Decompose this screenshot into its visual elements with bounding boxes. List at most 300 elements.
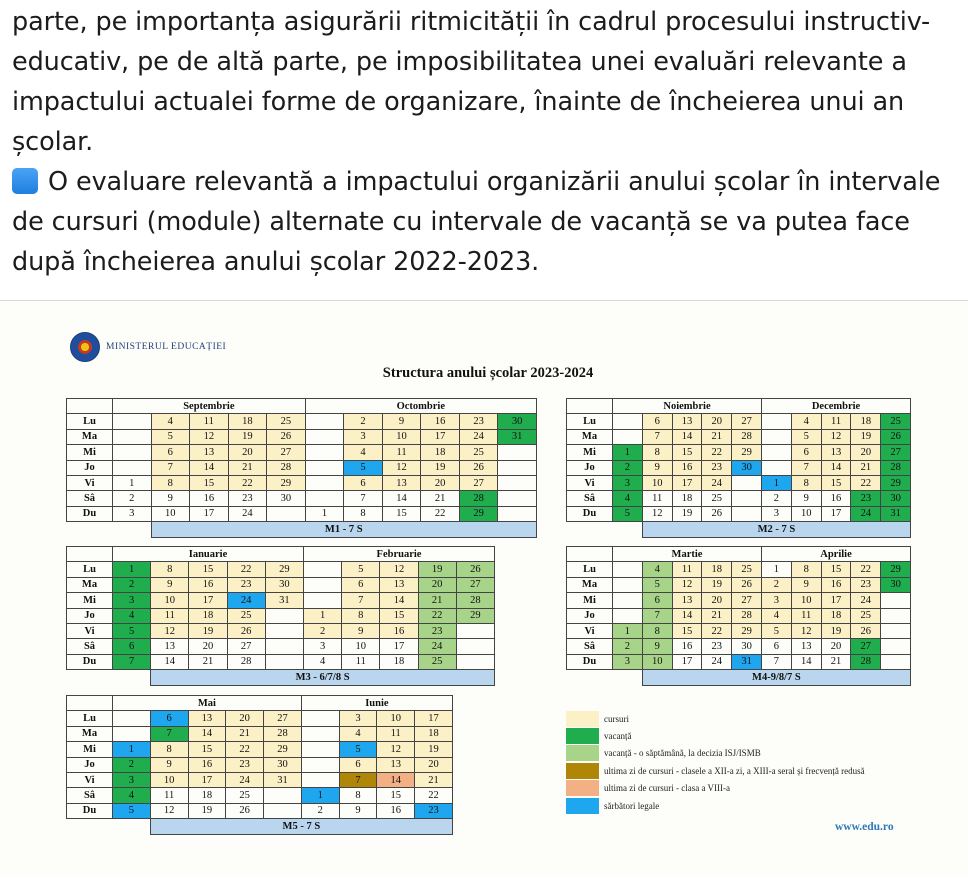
date-cell: 1 <box>613 445 643 460</box>
coat-of-arms-icon <box>70 332 100 362</box>
date-cell: 11 <box>342 654 380 669</box>
date-cell: 16 <box>821 577 851 592</box>
date-cell <box>732 475 762 490</box>
module-label: M2 - 7 S <box>642 522 910 537</box>
date-cell: 6 <box>342 577 380 592</box>
week-day-row <box>67 608 495 623</box>
date-cell: 12 <box>377 742 415 757</box>
date-cell: 14 <box>151 654 189 669</box>
day-label: Lu <box>67 562 113 577</box>
date-cell: 10 <box>382 429 421 444</box>
date-cell <box>762 445 792 460</box>
post-paragraph <box>12 162 956 282</box>
date-cell: 5 <box>113 803 151 818</box>
date-cell: 7 <box>762 654 792 669</box>
month-header: Ianuarie <box>113 547 304 562</box>
date-cell: 28 <box>851 654 881 669</box>
date-cell: 2 <box>113 757 151 772</box>
day-label: Mi <box>567 593 613 608</box>
date-cell: 20 <box>418 577 456 592</box>
legend-swatch <box>566 711 599 727</box>
date-cell <box>498 445 537 460</box>
date-cell <box>498 460 537 475</box>
week-day-row <box>567 414 911 429</box>
date-cell: 21 <box>702 429 732 444</box>
blue-square-icon <box>12 168 38 194</box>
date-cell: 24 <box>227 593 265 608</box>
date-cell: 22 <box>421 506 460 521</box>
date-cell: 15 <box>380 608 418 623</box>
date-cell: 3 <box>762 593 792 608</box>
date-cell: 12 <box>672 577 702 592</box>
date-cell: 12 <box>150 803 188 818</box>
date-cell <box>881 593 911 608</box>
date-cell <box>498 475 537 490</box>
date-cell: 15 <box>377 788 415 803</box>
date-cell: 19 <box>702 577 732 592</box>
date-cell: 20 <box>226 711 264 726</box>
date-cell: 8 <box>642 623 672 638</box>
date-cell: 31 <box>265 593 303 608</box>
week-day-row <box>67 639 495 654</box>
date-cell <box>881 623 911 638</box>
legend-label: cursuri <box>604 713 629 724</box>
date-cell: 9 <box>339 803 377 818</box>
date-cell: 29 <box>459 506 498 521</box>
date-cell: 7 <box>342 593 380 608</box>
date-cell <box>456 639 494 654</box>
module-spacer <box>67 522 152 537</box>
date-cell: 24 <box>851 506 881 521</box>
date-cell: 27 <box>881 445 911 460</box>
date-cell: 26 <box>227 623 265 638</box>
date-cell: 29 <box>732 445 762 460</box>
date-cell: 11 <box>821 414 851 429</box>
date-cell: 9 <box>150 757 188 772</box>
week-day-row <box>567 593 911 608</box>
date-cell: 25 <box>732 562 762 577</box>
date-cell: 23 <box>228 491 267 506</box>
date-cell: 23 <box>459 414 498 429</box>
legend-label: ultima zi de cursuri - clasele a XII-a zi, a XIII-a seral și frecvență redusă <box>604 765 865 776</box>
post-paragraph: parte, pe importanța asigurării ritmicității în cadrul procesului instructiv-educativ, pe de altă parte, pe imposibilitatea unei evaluări relevante a impactului actualei forme de organizare, înainte de încheierea unui an școlar. <box>12 7 931 157</box>
date-cell: 6 <box>150 711 188 726</box>
date-cell: 13 <box>380 577 418 592</box>
date-cell: 13 <box>151 639 189 654</box>
date-cell: 28 <box>732 608 762 623</box>
date-cell: 22 <box>415 788 453 803</box>
date-cell: 2 <box>762 491 792 506</box>
date-cell: 4 <box>113 608 151 623</box>
day-label: Sâ <box>567 491 613 506</box>
date-cell <box>304 593 342 608</box>
date-cell: 25 <box>851 608 881 623</box>
date-cell: 7 <box>339 772 377 787</box>
date-cell: 7 <box>113 654 151 669</box>
date-cell: 30 <box>267 491 306 506</box>
legend-item <box>566 780 926 797</box>
date-cell <box>881 608 911 623</box>
date-cell: 28 <box>456 593 494 608</box>
module-label: M4-9/8/7 S <box>642 670 910 685</box>
date-cell <box>762 460 792 475</box>
date-cell: 2 <box>613 639 643 654</box>
week-day-row <box>67 414 537 429</box>
date-cell <box>301 757 339 772</box>
date-cell: 18 <box>415 726 453 741</box>
date-cell: 5 <box>613 506 643 521</box>
date-cell: 31 <box>881 506 911 521</box>
date-cell: 17 <box>189 593 227 608</box>
date-cell: 24 <box>226 772 264 787</box>
day-label: Jo <box>67 608 113 623</box>
legend-swatch <box>566 798 599 814</box>
date-cell: 6 <box>339 757 377 772</box>
week-day-row <box>67 788 453 803</box>
date-cell: 14 <box>188 726 226 741</box>
week-day-row <box>567 654 911 669</box>
week-day-row <box>67 475 537 490</box>
date-cell: 26 <box>456 562 494 577</box>
date-cell: 28 <box>267 460 306 475</box>
week-day-row <box>67 593 495 608</box>
date-cell: 8 <box>791 562 821 577</box>
date-cell: 21 <box>418 593 456 608</box>
date-cell: 9 <box>642 639 672 654</box>
date-cell: 27 <box>732 414 762 429</box>
day-label: Jo <box>67 757 113 772</box>
date-cell <box>613 608 643 623</box>
date-cell: 25 <box>226 788 264 803</box>
date-cell: 18 <box>189 608 227 623</box>
date-cell: 30 <box>732 639 762 654</box>
date-cell: 1 <box>762 562 792 577</box>
legend-swatch <box>566 780 599 796</box>
day-label: Lu <box>567 562 613 577</box>
date-cell: 9 <box>642 460 672 475</box>
day-label: Ma <box>67 726 113 741</box>
date-cell: 4 <box>113 788 151 803</box>
date-cell: 14 <box>380 593 418 608</box>
date-cell: 25 <box>418 654 456 669</box>
date-cell: 15 <box>382 506 421 521</box>
date-cell <box>305 460 344 475</box>
calendar-block-may-jun <box>66 695 453 835</box>
date-cell: 23 <box>851 577 881 592</box>
date-cell <box>265 639 303 654</box>
week-day-row <box>67 623 495 638</box>
date-cell: 19 <box>189 623 227 638</box>
date-cell: 18 <box>821 608 851 623</box>
week-day-row <box>67 803 453 818</box>
date-cell <box>267 506 306 521</box>
date-cell: 21 <box>189 654 227 669</box>
date-cell: 5 <box>642 577 672 592</box>
date-cell: 12 <box>151 623 189 638</box>
date-cell: 7 <box>150 726 188 741</box>
date-cell: 6 <box>344 475 383 490</box>
date-cell: 2 <box>113 577 151 592</box>
date-cell: 12 <box>642 506 672 521</box>
day-label: Lu <box>567 414 613 429</box>
post-paragraph-text: O evaluare relevantă a impactului organizării anului școlar în intervale de cursuri (module) alternate cu intervale de vacanță se va putea face după încheierea anului școlar 2022-2023. <box>12 167 941 277</box>
date-cell: 14 <box>672 429 702 444</box>
date-cell <box>305 491 344 506</box>
date-cell: 3 <box>344 429 383 444</box>
date-cell: 21 <box>415 772 453 787</box>
date-cell: 31 <box>264 772 302 787</box>
date-cell <box>113 711 151 726</box>
date-cell: 7 <box>791 460 821 475</box>
date-cell <box>113 726 151 741</box>
date-cell: 17 <box>672 475 702 490</box>
date-cell: 3 <box>762 506 792 521</box>
date-cell: 17 <box>188 772 226 787</box>
date-cell: 21 <box>821 654 851 669</box>
date-cell: 27 <box>456 577 494 592</box>
date-cell: 4 <box>344 445 383 460</box>
corner-cell <box>67 547 113 562</box>
week-day-row <box>567 429 911 444</box>
date-cell: 3 <box>304 639 342 654</box>
date-cell: 13 <box>377 757 415 772</box>
date-cell: 1 <box>113 742 151 757</box>
date-cell: 4 <box>791 414 821 429</box>
date-cell: 16 <box>188 757 226 772</box>
calendar-block-nov-dec <box>566 398 911 538</box>
school-year-calendar-image[interactable] <box>0 301 968 877</box>
date-cell: 13 <box>672 414 702 429</box>
date-cell: 27 <box>227 639 265 654</box>
day-label: Ma <box>567 577 613 592</box>
week-day-row <box>67 726 453 741</box>
date-cell: 2 <box>344 414 383 429</box>
date-cell: 21 <box>421 491 460 506</box>
date-cell: 29 <box>881 475 911 490</box>
date-cell: 11 <box>377 726 415 741</box>
date-cell: 19 <box>672 506 702 521</box>
date-cell: 21 <box>851 460 881 475</box>
calendar-block-sep-oct <box>66 398 537 538</box>
date-cell <box>264 803 302 818</box>
date-cell: 19 <box>421 460 460 475</box>
date-cell: 3 <box>113 772 151 787</box>
date-cell: 26 <box>881 429 911 444</box>
day-label: Du <box>567 654 613 669</box>
module-spacer <box>567 670 643 685</box>
date-cell: 20 <box>702 593 732 608</box>
date-cell: 22 <box>702 623 732 638</box>
date-cell: 5 <box>791 429 821 444</box>
date-cell <box>762 414 792 429</box>
month-header: Martie <box>613 547 762 562</box>
week-day-row <box>67 577 495 592</box>
date-cell: 16 <box>672 460 702 475</box>
date-cell: 24 <box>228 506 267 521</box>
week-day-row <box>567 491 911 506</box>
legend-label: vacanță - o săptămână, la decizia ISJ/ISMB <box>604 748 761 759</box>
date-cell: 20 <box>415 757 453 772</box>
day-label: Du <box>67 654 113 669</box>
legend-item <box>566 710 926 727</box>
date-cell: 4 <box>642 562 672 577</box>
date-cell: 29 <box>732 623 762 638</box>
date-cell: 4 <box>151 414 190 429</box>
date-cell: 25 <box>881 414 911 429</box>
legend <box>566 710 926 814</box>
legend-item <box>566 727 926 744</box>
day-label: Vi <box>67 772 113 787</box>
date-cell: 16 <box>380 623 418 638</box>
date-cell: 30 <box>264 757 302 772</box>
date-cell: 7 <box>344 491 383 506</box>
week-day-row <box>67 742 453 757</box>
date-cell <box>613 429 643 444</box>
date-cell: 17 <box>415 711 453 726</box>
date-cell: 6 <box>151 445 190 460</box>
date-cell: 5 <box>762 623 792 638</box>
date-cell: 23 <box>226 757 264 772</box>
month-header: Februarie <box>304 547 495 562</box>
date-cell: 25 <box>702 491 732 506</box>
date-cell: 20 <box>821 639 851 654</box>
date-cell: 16 <box>672 639 702 654</box>
date-cell: 17 <box>672 654 702 669</box>
date-cell: 15 <box>189 562 227 577</box>
date-cell: 10 <box>342 639 380 654</box>
date-cell: 10 <box>791 506 821 521</box>
date-cell: 24 <box>459 429 498 444</box>
date-cell: 26 <box>459 460 498 475</box>
date-cell: 10 <box>377 711 415 726</box>
date-cell: 17 <box>190 506 229 521</box>
date-cell <box>265 623 303 638</box>
ministry-name: MINISTERUL EDUCAȚIEI <box>106 342 227 352</box>
week-day-row <box>567 608 911 623</box>
date-cell <box>613 414 643 429</box>
date-cell: 21 <box>226 726 264 741</box>
date-cell: 13 <box>188 711 226 726</box>
date-cell <box>305 475 344 490</box>
date-cell: 18 <box>702 562 732 577</box>
module-spacer <box>67 819 151 834</box>
day-label: Sâ <box>567 639 613 654</box>
date-cell: 13 <box>382 475 421 490</box>
date-cell: 2 <box>762 577 792 592</box>
month-header: Mai <box>113 696 302 711</box>
date-cell: 11 <box>190 414 229 429</box>
month-header: Aprilie <box>762 547 911 562</box>
date-cell: 27 <box>264 711 302 726</box>
date-cell: 1 <box>304 608 342 623</box>
week-day-row <box>67 445 537 460</box>
date-cell: 13 <box>672 593 702 608</box>
date-cell: 21 <box>228 460 267 475</box>
date-cell: 31 <box>732 654 762 669</box>
date-cell: 16 <box>190 491 229 506</box>
date-cell: 22 <box>418 608 456 623</box>
date-cell <box>113 460 152 475</box>
date-cell: 22 <box>851 562 881 577</box>
date-cell: 11 <box>642 491 672 506</box>
date-cell: 26 <box>702 506 732 521</box>
date-cell: 1 <box>113 475 152 490</box>
date-cell: 31 <box>498 429 537 444</box>
day-label: Lu <box>67 414 113 429</box>
date-cell <box>498 506 537 521</box>
date-cell: 11 <box>382 445 421 460</box>
day-label: Mi <box>567 445 613 460</box>
legend-label: ultima zi de cursuri - clasa a VIII-a <box>604 783 731 794</box>
month-header: Iunie <box>301 696 452 711</box>
date-cell <box>498 491 537 506</box>
date-cell: 5 <box>113 623 151 638</box>
date-cell: 26 <box>267 429 306 444</box>
date-cell <box>265 654 303 669</box>
date-cell: 18 <box>421 445 460 460</box>
date-cell: 30 <box>881 491 911 506</box>
date-cell: 15 <box>190 475 229 490</box>
date-cell: 10 <box>151 593 189 608</box>
date-cell <box>113 429 152 444</box>
date-cell: 10 <box>791 593 821 608</box>
date-cell: 29 <box>265 562 303 577</box>
date-cell: 4 <box>762 608 792 623</box>
date-cell: 20 <box>851 445 881 460</box>
date-cell: 3 <box>113 506 152 521</box>
week-day-row <box>67 654 495 669</box>
website-link[interactable]: www.edu.ro <box>835 821 894 833</box>
date-cell: 10 <box>150 772 188 787</box>
date-cell: 5 <box>339 742 377 757</box>
day-label: Du <box>567 506 613 521</box>
date-cell <box>264 788 302 803</box>
date-cell: 14 <box>382 491 421 506</box>
day-label: Vi <box>67 623 113 638</box>
day-label: Sâ <box>67 788 113 803</box>
date-cell: 17 <box>421 429 460 444</box>
date-cell: 19 <box>851 429 881 444</box>
date-cell: 22 <box>228 475 267 490</box>
calendar-block-jan-feb <box>66 546 495 686</box>
date-cell: 5 <box>151 429 190 444</box>
date-cell: 25 <box>267 414 306 429</box>
date-cell: 2 <box>113 491 152 506</box>
date-cell: 1 <box>113 562 151 577</box>
date-cell <box>113 414 152 429</box>
calendar-block-mar-apr <box>566 546 911 686</box>
date-cell: 2 <box>304 623 342 638</box>
week-day-row <box>567 562 911 577</box>
date-cell: 29 <box>881 562 911 577</box>
date-cell: 10 <box>642 475 672 490</box>
week-day-row <box>67 429 537 444</box>
date-cell <box>301 711 339 726</box>
date-cell: 15 <box>672 623 702 638</box>
date-cell: 19 <box>415 742 453 757</box>
date-cell: 23 <box>702 460 732 475</box>
legend-label: sărbători legale <box>604 800 660 811</box>
date-cell: 18 <box>228 414 267 429</box>
week-day-row <box>67 772 453 787</box>
date-cell: 1 <box>305 506 344 521</box>
date-cell: 8 <box>791 475 821 490</box>
date-cell: 19 <box>228 429 267 444</box>
date-cell: 30 <box>265 577 303 592</box>
date-cell <box>304 577 342 592</box>
module-label: M1 - 7 S <box>151 522 536 537</box>
date-cell: 16 <box>377 803 415 818</box>
